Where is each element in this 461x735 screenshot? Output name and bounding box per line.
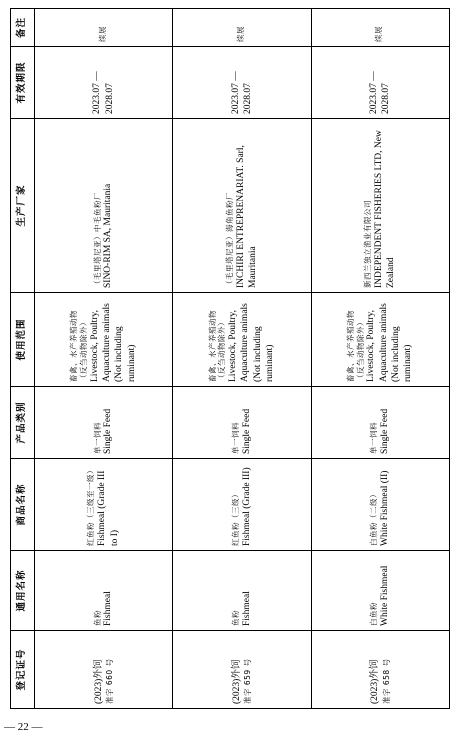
cell-scope: [173, 293, 311, 387]
generic-name-en: Fishmeal: [241, 591, 252, 626]
scope-en: Livestock, Poultry, Aquaculture animals (Not including ruminant): [366, 303, 414, 382]
generic-name-cn: 白鱼粉: [369, 602, 379, 626]
category-cn: 单一饲料: [369, 422, 379, 454]
manufacturer-en: SINO-RIM SA, Mauritania: [103, 183, 114, 288]
cell-scope: [311, 293, 449, 387]
header-reg-no: 登记证号: [11, 631, 35, 709]
cell-reg-no: [173, 631, 311, 709]
generic-name-cn: 鱼粉: [92, 610, 102, 626]
header-validity: 有效期限: [11, 47, 35, 119]
cell-reg-no: [311, 631, 449, 709]
reg-no-line1: (2023)外饲: [370, 659, 381, 704]
generic-name-en: Fishmeal: [103, 591, 114, 626]
scope-cn: 畜禽、水产养殖动物（反刍动物除外）: [69, 310, 88, 382]
header-product-category: 产品类别: [11, 387, 35, 459]
trade-name-en: Fishmeal (Grade III): [241, 467, 252, 546]
manufacturer-cn: 新西兰独立渔业有限公司: [363, 200, 373, 288]
trade-name-cn: 红鱼粉（三级）: [230, 490, 240, 546]
cell-trade-name: [35, 459, 173, 551]
validity-start: 2023.07 —: [230, 71, 241, 114]
cell-remarks: [311, 9, 449, 47]
header-remarks: 备注: [11, 9, 35, 47]
cell-validity: [173, 47, 311, 119]
reg-no-line2: 准字 659 号: [243, 658, 253, 704]
category-en: Single Feed: [241, 408, 252, 454]
category-en: Single Feed: [380, 408, 391, 454]
reg-no-line1: (2023)外饲: [231, 659, 242, 704]
cell-generic-name: [35, 551, 173, 631]
manufacturer-en: INDEPENDENT FISHERIES LTD, New Zealand: [373, 130, 397, 288]
cell-generic-name: [311, 551, 449, 631]
cell-validity: [35, 47, 173, 119]
manufacturer-en: INCHIRI ENTREPRENARIAT. Sarl, Mauritania: [235, 145, 258, 288]
header-manufacturer: 生产厂家: [11, 119, 35, 293]
header-scope: 使用范围: [11, 293, 35, 387]
cell-scope: [35, 293, 173, 387]
validity-end: 2028.07: [104, 83, 115, 114]
cell-manufacturer: [311, 119, 449, 293]
trade-name-cn: 红鱼粉（三级至一级）: [86, 466, 96, 546]
cell-trade-name: [173, 459, 311, 551]
cell-remarks: [173, 9, 311, 47]
category-en: Single Feed: [103, 408, 114, 454]
page-number: — 22 —: [4, 721, 43, 733]
cell-manufacturer: [35, 119, 173, 293]
trade-name-en: White Fishmeal (II): [380, 470, 391, 546]
cell-product-category: [311, 387, 449, 459]
cell-product-category: [173, 387, 311, 459]
validity-end: 2028.07: [381, 83, 392, 114]
feed-registration-table: [10, 8, 450, 709]
rotated-table-stage: [8, 0, 454, 735]
scope-cn: 畜禽、水产养殖动物（反刍动物除外）: [345, 310, 365, 382]
remarks-text: 续展: [97, 26, 107, 42]
table-header-row: [11, 9, 35, 709]
cell-trade-name: [311, 459, 449, 551]
reg-no-line2: 准字 660 号: [104, 658, 114, 704]
category-cn: 单一饲料: [92, 422, 102, 454]
cell-reg-no: [35, 631, 173, 709]
header-trade-name: 商品名称: [11, 459, 35, 551]
validity-start: 2023.07 —: [92, 71, 103, 114]
scope-en: Livestock, Poultry, Aquaculture animals (Not including ruminant): [228, 303, 276, 382]
table-row: [35, 9, 173, 709]
reg-no-line1: (2023)外饲: [93, 659, 104, 704]
cell-product-category: [35, 387, 173, 459]
trade-name-en: Fishmeal (Grade III to I): [97, 470, 120, 546]
validity-start: 2023.07 —: [368, 71, 379, 114]
header-generic-name: 通用名称: [11, 551, 35, 631]
cell-remarks: [35, 9, 173, 47]
remarks-text: 续展: [374, 26, 384, 42]
cell-manufacturer: [173, 119, 311, 293]
cell-generic-name: [173, 551, 311, 631]
table-row: [173, 9, 311, 709]
generic-name-cn: 鱼粉: [230, 610, 240, 626]
cell-validity: [311, 47, 449, 119]
manufacturer-cn: （毛里塔尼亚）中毛鱼粉厂: [92, 192, 102, 288]
remarks-text: 续展: [236, 26, 246, 42]
table-row: [311, 9, 449, 709]
generic-name-en: White Fishmeal: [380, 565, 391, 626]
reg-no-line2: 准字 658 号: [381, 658, 391, 704]
scope-cn: 畜禽、水产养殖动物（反刍动物除外）: [207, 310, 227, 382]
scope-en: Livestock, Poultry, Aquaculture animals (Not including ruminant): [89, 303, 137, 382]
validity-end: 2028.07: [242, 83, 253, 114]
trade-name-cn: 白鱼粉（二级）: [369, 490, 379, 546]
manufacturer-cn: （毛里塔尼亚）海角鱼粉厂: [224, 192, 234, 288]
category-cn: 单一饲料: [230, 422, 240, 454]
